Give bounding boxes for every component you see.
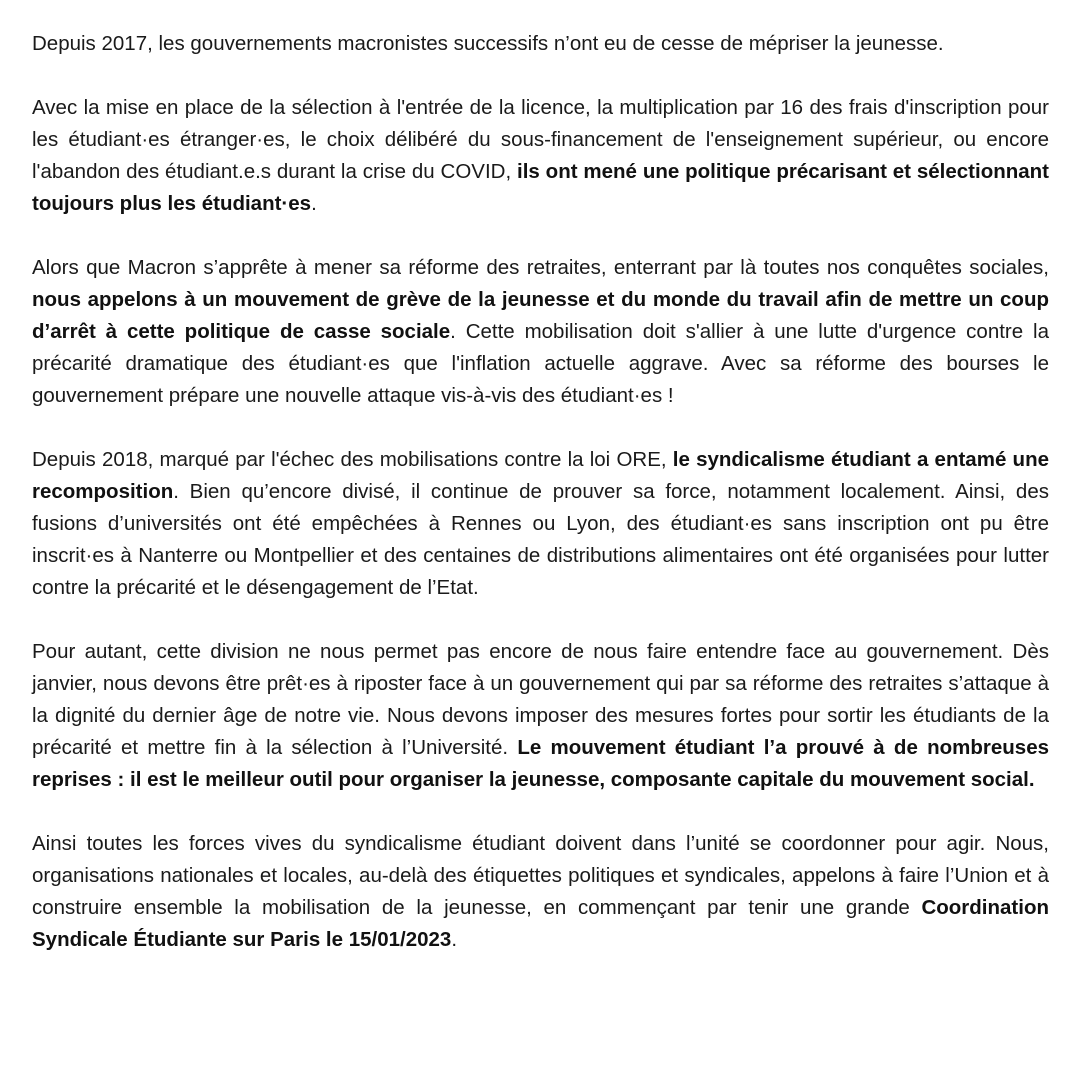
text-segment: . xyxy=(451,928,458,951)
paragraph-6 xyxy=(32,828,1049,956)
text-segment: Depuis 2018, marqué par l'échec des mobilisations contre la loi ORE, xyxy=(32,448,673,471)
bold-segment: ils ont mené une politique précarisant et sélectionnant toujours plus les étudiant·es xyxy=(32,160,1050,215)
paragraph-1 xyxy=(32,28,1049,60)
bold-segment: Le mouvement étudiant l’a prouvé à de nombreuses reprises : il est le meilleur outil pour organiser la jeunesse, composante capitale du mouvement social. xyxy=(32,736,1049,791)
text-segment: . Bien qu’encore divisé, il continue de prouver sa force, notamment localement. Ainsi, des fusions d’universités ont été empêchées à Rennes ou Lyon, des étudiant·es sans inscription ont pu être inscrit·es à Nanterre ou Montpellier et des centaines de distributions alimentaires ont été organisées pour lutter contre la précarité et le désengagement de l’Etat. xyxy=(32,480,1049,599)
text-segment: Alors que Macron s’apprête à mener sa réforme des retraites, enterrant par là toutes nos conquêtes sociales, xyxy=(32,256,1049,279)
paragraph-2 xyxy=(32,92,1049,220)
paragraph-3 xyxy=(32,252,1049,412)
bold-segment: le syndicalisme étudiant a entamé une recomposition xyxy=(32,448,1049,503)
text-segment: Pour autant, cette division ne nous permet pas encore de nous faire entendre face au gouvernement. Dès janvier, nous devons être prêt·es à riposter face à un gouvernement qui par sa réforme des retraites s’attaque à la dignité du dernier âge de notre vie. Nous devons imposer des mesures fortes pour sortir les étudiants de la précarité et mettre fin à la sélection à l’Université. xyxy=(32,640,1049,759)
text-segment: Depuis 2017, les gouvernements macronistes successifs n’ont eu de cesse de mépriser la jeunesse. xyxy=(32,32,944,55)
document-body xyxy=(32,28,1049,956)
text-segment: . Cette mobilisation doit s'allier à une lutte d'urgence contre la précarité dramatique des étudiant·es que l'inflation actuelle aggrave. Avec sa réforme des bourses le gouvernement prépare une nouvelle attaque vis-à-vis des étudiant·es ! xyxy=(32,320,1049,407)
text-segment: Ainsi toutes les forces vives du syndicalisme étudiant doivent dans l’unité se coordonner pour agir. Nous, organisations nationales et locales, au-delà des étiquettes politiques et syndicales, appelons à faire l’Union et à construire ensemble la mobilisation de la jeunesse, en commençant par tenir une grande xyxy=(32,832,1049,919)
bold-segment: Coordination Syndicale Étudiante sur Paris le 15/01/2023 xyxy=(32,896,1049,951)
paragraph-5 xyxy=(32,636,1049,796)
text-segment: . xyxy=(311,192,317,215)
bold-segment: nous appelons à un mouvement de grève de la jeunesse et du monde du travail afin de mettre un coup d’arrêt à cette politique de casse sociale xyxy=(32,288,1049,343)
text-segment: Avec la mise en place de la sélection à l'entrée de la licence, la multiplication par 16 des frais d'inscription pour les étudiant·es étranger·es, le choix délibéré du sous-financement de l'enseignement supérieur, ou encore l'abandon des étudiant.e.s durant la crise du COVID, xyxy=(32,96,1049,183)
paragraph-4 xyxy=(32,444,1049,604)
